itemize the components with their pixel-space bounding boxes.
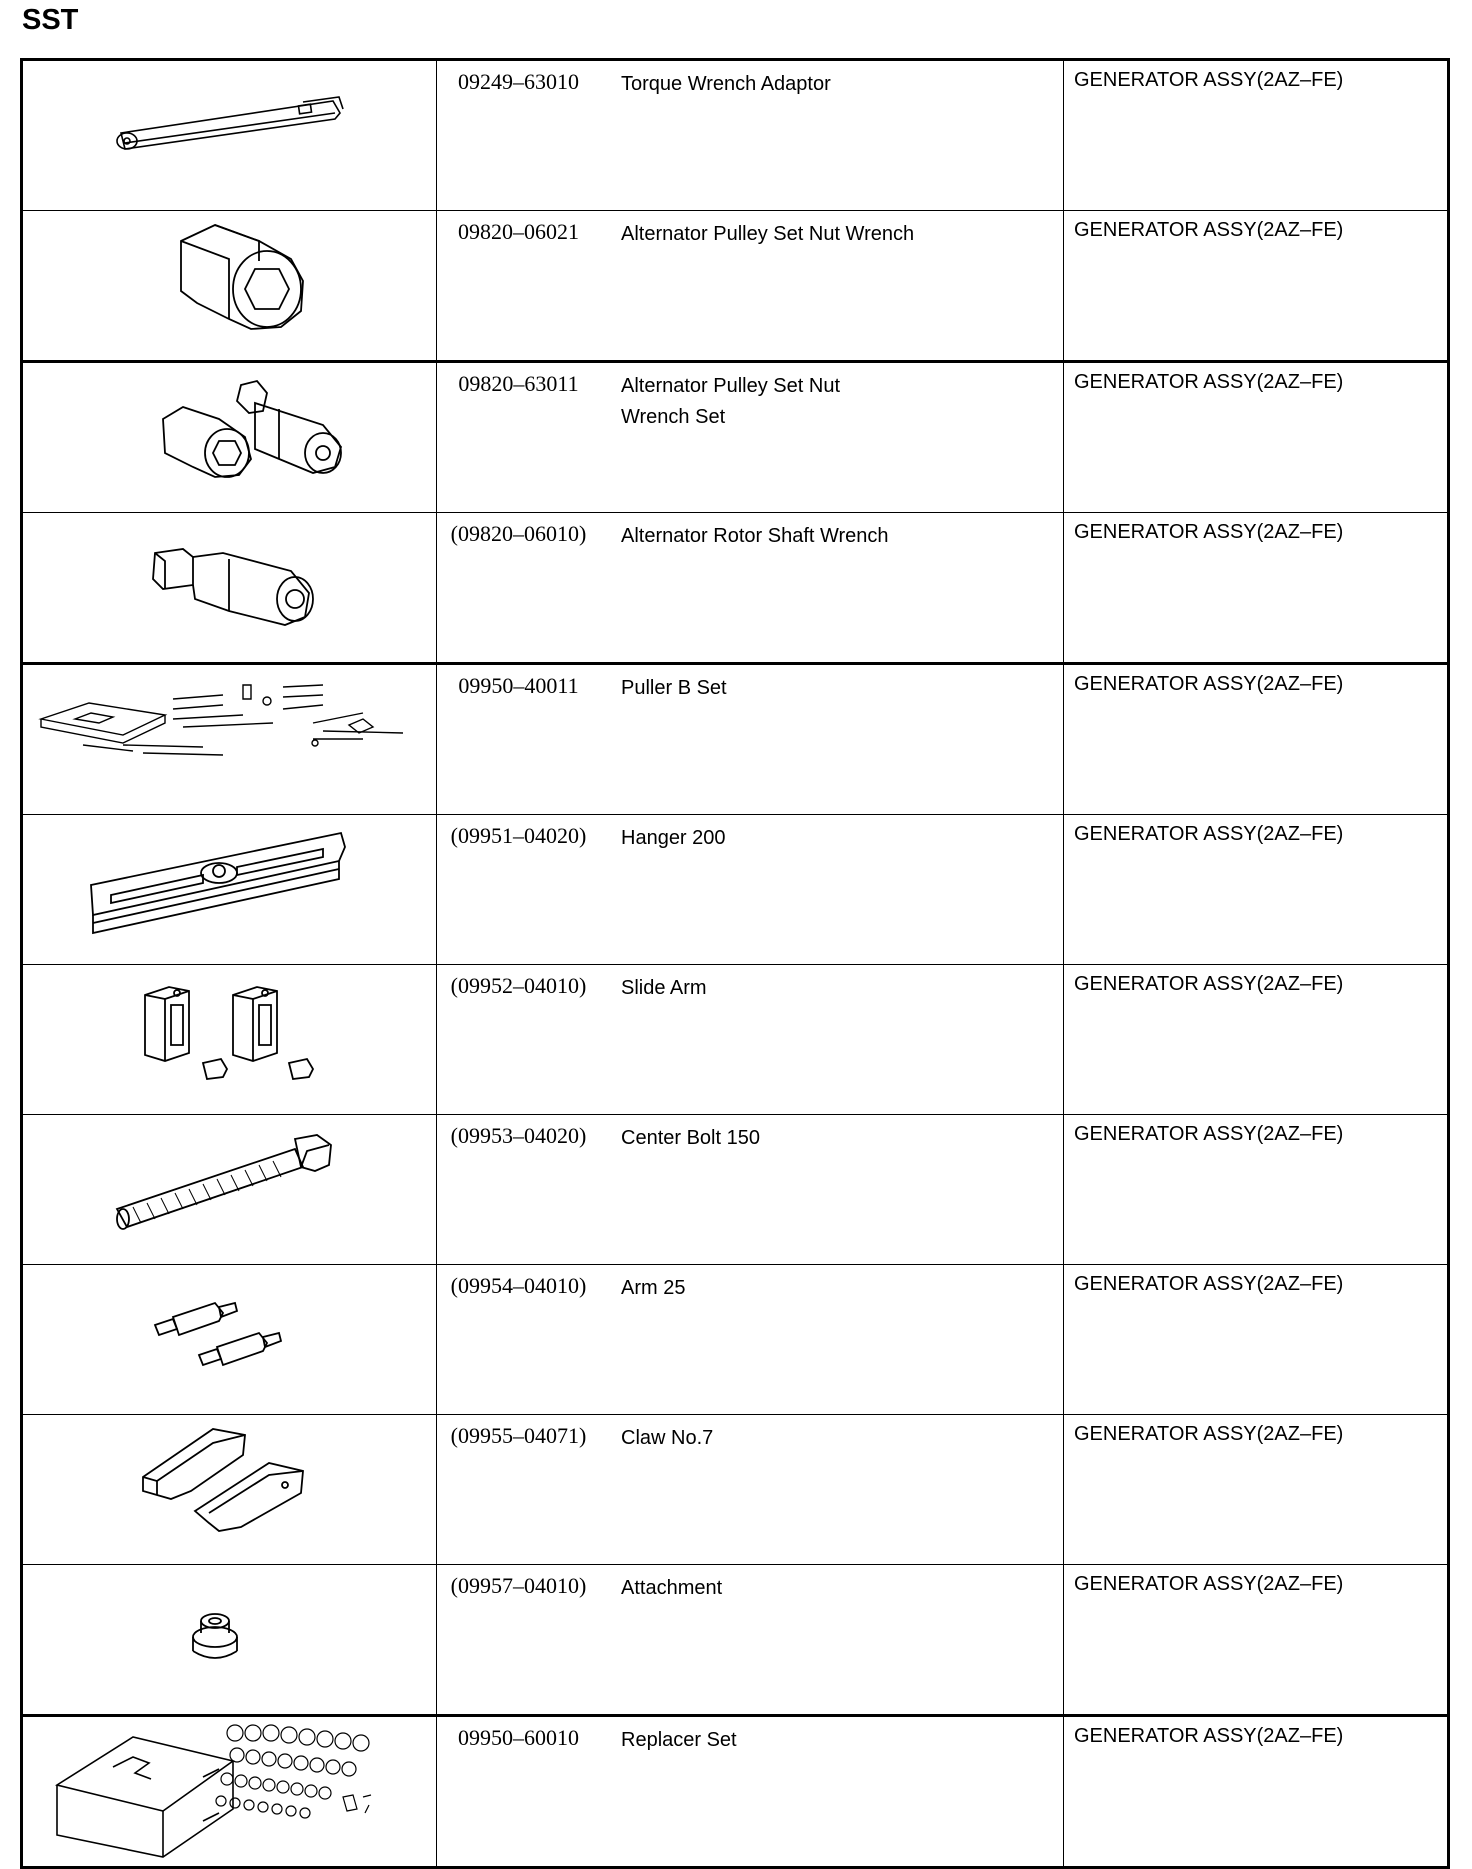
part-number: (09953–04020) xyxy=(450,1123,587,1148)
usage-cell: GENERATOR ASSY(2AZ–FE) xyxy=(1064,1716,1449,1868)
part-name: Alternator Pulley Set Nut Wrench xyxy=(621,223,915,245)
part-name: Slide Arm xyxy=(621,977,707,999)
table-row xyxy=(22,664,1449,815)
part-number: 09249–63010 xyxy=(458,69,579,94)
usage-cell: GENERATOR ASSY(2AZ–FE) xyxy=(1064,815,1449,965)
tool-image-cell xyxy=(22,815,437,965)
hanger-icon xyxy=(23,815,436,956)
arm-icon xyxy=(23,1265,436,1406)
table-row xyxy=(22,1565,1449,1716)
tool-image-cell xyxy=(22,965,437,1115)
part-number: 09950–40011 xyxy=(458,673,579,698)
part-name: Alternator Pulley Set Nut Wrench Set xyxy=(621,375,840,428)
usage-cell: GENERATOR ASSY(2AZ–FE) xyxy=(1064,1565,1449,1716)
tool-image-cell xyxy=(22,211,437,362)
table-row xyxy=(22,1265,1449,1415)
center-bolt-icon xyxy=(23,1115,436,1256)
part-number: (09957–04010) xyxy=(450,1573,587,1598)
tool-image-cell xyxy=(22,1115,437,1265)
puller-set-icon xyxy=(23,665,436,806)
part-number: 09820–63011 xyxy=(458,371,579,396)
part-number: 09950–60010 xyxy=(458,1725,579,1750)
usage-cell: GENERATOR ASSY(2AZ–FE) xyxy=(1064,513,1449,664)
sst-table xyxy=(20,58,1450,1869)
rotor-shaft-wrench-icon xyxy=(23,513,436,654)
tool-image-cell xyxy=(22,1565,437,1716)
part-name: Puller B Set xyxy=(621,677,727,699)
wrench-set-icon xyxy=(23,363,436,504)
tool-image-cell xyxy=(22,1716,437,1868)
usage-cell: GENERATOR ASSY(2AZ–FE) xyxy=(1064,1265,1449,1415)
part-name: Arm 25 xyxy=(621,1277,686,1299)
attachment-icon xyxy=(23,1565,436,1706)
table-row xyxy=(22,815,1449,965)
tool-image-cell xyxy=(22,362,437,513)
tool-image-cell xyxy=(22,664,437,815)
table-row xyxy=(22,60,1449,211)
part-name: Torque Wrench Adaptor xyxy=(621,73,831,95)
part-number: 09820–06021 xyxy=(458,219,579,244)
usage-cell: GENERATOR ASSY(2AZ–FE) xyxy=(1064,965,1449,1115)
part-name: Alternator Rotor Shaft Wrench xyxy=(621,525,889,547)
usage-cell: GENERATOR ASSY(2AZ–FE) xyxy=(1064,211,1449,362)
tool-image-cell xyxy=(22,513,437,664)
page-title: SST xyxy=(22,4,79,36)
usage-cell: GENERATOR ASSY(2AZ–FE) xyxy=(1064,1415,1449,1565)
usage-cell: GENERATOR ASSY(2AZ–FE) xyxy=(1064,60,1449,211)
torque-wrench-adaptor-icon xyxy=(23,61,436,202)
tool-image-cell xyxy=(22,60,437,211)
tool-image-cell xyxy=(22,1265,437,1415)
usage-cell: GENERATOR ASSY(2AZ–FE) xyxy=(1064,362,1449,513)
table-row xyxy=(22,965,1449,1115)
table-row xyxy=(22,513,1449,664)
claw-icon xyxy=(23,1415,436,1556)
part-name: Claw No.7 xyxy=(621,1427,714,1449)
table-row xyxy=(22,1115,1449,1265)
part-number: (09954–04010) xyxy=(450,1273,587,1298)
usage-cell: GENERATOR ASSY(2AZ–FE) xyxy=(1064,1115,1449,1265)
part-name: Center Bolt 150 xyxy=(621,1127,760,1149)
part-name: Hanger 200 xyxy=(621,827,726,849)
part-number: (09820–06010) xyxy=(450,521,587,546)
part-name: Attachment xyxy=(621,1577,723,1599)
table-row xyxy=(22,362,1449,513)
table-row xyxy=(22,1415,1449,1565)
tool-image-cell xyxy=(22,1415,437,1565)
part-number: (09955–04071) xyxy=(450,1423,587,1448)
slide-arm-icon xyxy=(23,965,436,1106)
table-row xyxy=(22,211,1449,362)
socket-wrench-icon xyxy=(23,211,436,352)
part-number: (09952–04010) xyxy=(450,973,587,998)
table-row xyxy=(22,1716,1449,1868)
usage-cell: GENERATOR ASSY(2AZ–FE) xyxy=(1064,664,1449,815)
part-name: Replacer Set xyxy=(621,1729,737,1751)
part-number: (09951–04020) xyxy=(450,823,587,848)
